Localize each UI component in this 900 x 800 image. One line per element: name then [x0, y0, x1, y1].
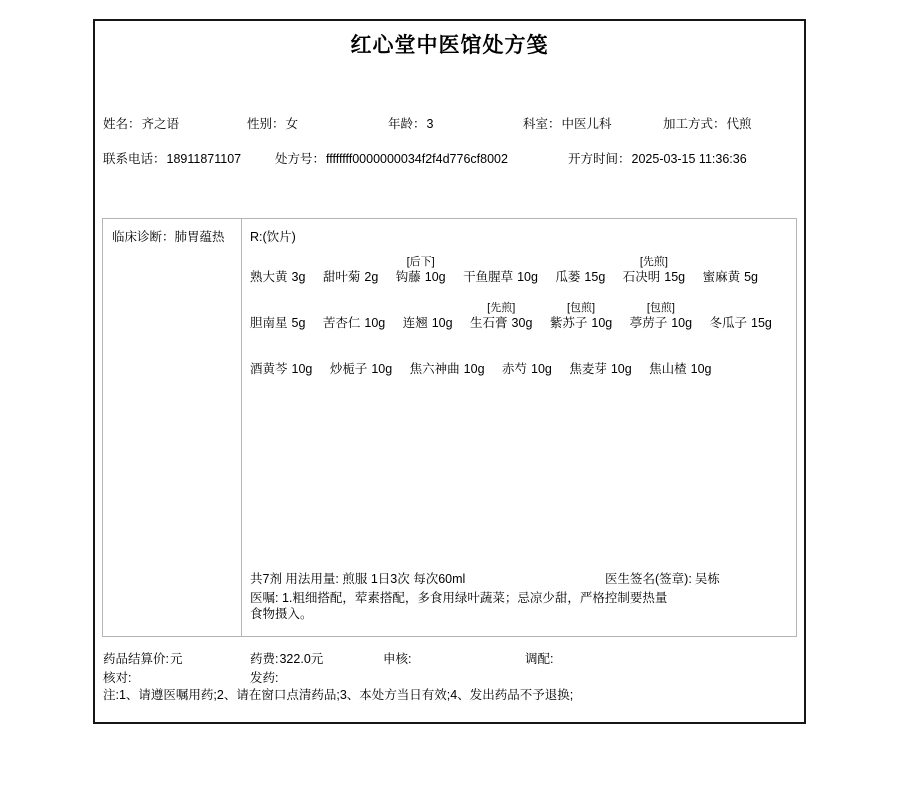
prescription-number-label: 处方号：: [275, 152, 326, 166]
medicine-item: [330, 348, 392, 378]
medicine-name-dose: [323, 269, 378, 286]
medicine-dose: 10g: [517, 270, 538, 285]
check-label: 核对:: [103, 671, 132, 685]
medicine-item: [649, 348, 711, 378]
patient-gender-value: 女: [285, 117, 299, 131]
medicine-fee-field: [250, 651, 323, 667]
usage-row: [250, 571, 790, 590]
medicine-dose: 5g: [291, 316, 306, 331]
medicine-name-dose: [323, 315, 385, 332]
medicine-name: 胆南星: [250, 316, 288, 331]
medicine-dose: 10g: [463, 362, 485, 377]
medicine-name: 钩藤: [395, 270, 421, 285]
medicine-name: 焦麦芽: [569, 362, 607, 377]
prescribe-time-field: [568, 151, 747, 167]
medicine-line-2: [250, 302, 790, 332]
review-field: [383, 651, 411, 667]
decoction-note: [410, 348, 485, 361]
issue-label: 发药:: [250, 671, 279, 685]
medicine-name-dose: [463, 269, 538, 286]
medicine-name: 干鱼腥草: [463, 270, 514, 285]
doctor-signature-field: [605, 571, 720, 587]
medicine-name: 焦山楂: [649, 362, 687, 377]
diagnosis-value: 肺胃蕴热: [174, 230, 225, 244]
decoction-note: [先煎]: [639, 256, 668, 269]
rx-column: [243, 219, 796, 636]
department-value: 中医儿科: [561, 117, 612, 131]
medicine-name-dose: [555, 269, 605, 286]
usage-text: 共7剂 用法用量: 煎服 1日3次 每次60ml: [250, 572, 466, 586]
medicine-item: [470, 302, 532, 332]
medicine-dose: 10g: [610, 362, 632, 377]
dispense-label: 调配:: [525, 652, 554, 666]
medicine-name-dose: [410, 361, 485, 378]
medicine-item: [250, 256, 305, 286]
medicine-dose: 10g: [424, 270, 446, 285]
settlement-price-label: 药品结算价:: [103, 652, 169, 666]
medicine-dose: 2g: [364, 270, 379, 285]
medicine-name-dose: [703, 269, 758, 286]
medicine-name-dose: [630, 315, 692, 332]
doctor-signature-label: 医生签名(签章):: [605, 572, 692, 586]
medicine-name-dose: [550, 315, 612, 332]
medicine-line-1: [250, 256, 790, 286]
medicine-name-dose: [569, 361, 631, 378]
decoction-note: [后下]: [406, 256, 435, 269]
medicine-name-dose: [623, 269, 685, 286]
medicine-fee-label: 药费:: [250, 652, 279, 666]
medicine-item: [555, 256, 605, 286]
settlement-price-value: 元: [169, 652, 183, 666]
dispense-field: [525, 651, 553, 667]
processing-method-label: 加工方式：: [663, 117, 726, 131]
clinical-diagnosis-cell: [103, 219, 242, 636]
medicine-item: [396, 256, 446, 286]
patient-gender-label: 性别：: [247, 117, 285, 131]
medicine-name: 生石膏: [470, 316, 508, 331]
issue-field: [250, 670, 278, 686]
patient-gender-field: [247, 116, 298, 132]
medicine-dose: 10g: [531, 362, 552, 377]
prescription-title: 红心堂中医馆处方笺: [350, 34, 549, 57]
medicine-dose: 10g: [690, 362, 712, 377]
footer-notes: 注:1、请遵医嘱用药;2、请在窗口点清药品;3、本处方当日有效;4、发出药品不予退换;: [103, 688, 574, 702]
medicine-name: 石决明: [622, 270, 661, 285]
patient-age-value: 3: [426, 117, 434, 131]
medicine-dose: 10g: [591, 316, 613, 331]
prescription-number-field: [275, 151, 508, 167]
decoction-note: [包煎]: [646, 302, 675, 315]
medicine-item: [502, 348, 552, 378]
medical-advice-text: 医嘱: 1.粗细搭配，荤素搭配，多食用绿叶蔬菜；忌凉少甜，严格控制要热量食物摄入。: [250, 591, 668, 621]
medicine-name-dose: [250, 315, 305, 332]
medicine-dose: 10g: [291, 362, 313, 377]
medicine-dose: 10g: [371, 362, 393, 377]
medicine-item: [323, 256, 378, 286]
prescribe-time-label: 开方时间：: [568, 152, 631, 166]
medicine-dose: 3g: [291, 270, 306, 285]
medicine-item: [463, 256, 538, 286]
decoction-note: [包煎]: [566, 302, 596, 315]
decoction-note: [710, 302, 772, 315]
rx-type-label: R:(饮片): [250, 230, 296, 244]
medicine-item: [710, 302, 772, 332]
phone-value: 18911871107: [166, 152, 242, 166]
decoction-note: [463, 256, 538, 269]
medicine-name-dose: [250, 361, 312, 378]
medicine-dose: 10g: [431, 316, 453, 331]
patient-name-field: [103, 116, 179, 132]
medicine-item: [323, 302, 385, 332]
decoction-note: [250, 302, 305, 315]
decoction-note: [323, 302, 385, 315]
medicine-name-dose: [470, 315, 532, 332]
medicine-dose: 10g: [364, 316, 386, 331]
medicine-name-dose: [710, 315, 772, 332]
patient-age-field: [388, 116, 433, 132]
medicine-line-3: [250, 348, 790, 378]
phone-field: [103, 151, 241, 167]
prescription-number-value: ffffffff0000000034f2f4d776cf8002: [326, 152, 508, 166]
review-label: 申核:: [383, 652, 412, 666]
rx-footer: [250, 571, 790, 622]
settlement-price-field: [103, 651, 183, 667]
medicine-name-dose: [502, 361, 552, 378]
medicine-name: 熟大黄: [250, 270, 288, 285]
medicine-name: 赤芍: [501, 362, 527, 377]
phone-label: 联系电话：: [103, 152, 166, 166]
medicine-item: [569, 348, 631, 378]
medicine-name-dose: [330, 361, 392, 378]
decoction-note: [323, 256, 378, 269]
doctor-signature-value: 吴栋: [694, 572, 720, 586]
patient-age-label: 年龄：: [388, 117, 426, 131]
medicine-item: [403, 302, 453, 332]
patient-name-value: 齐之语: [141, 117, 180, 131]
decoction-note: [250, 348, 312, 361]
medicine-name-dose: [649, 361, 711, 378]
medicine-name-dose: [250, 269, 305, 286]
medicine-item: [550, 302, 612, 332]
medicine-name-dose: [396, 269, 446, 286]
medicine-name: 冬瓜子: [709, 316, 748, 331]
decoction-note: [250, 256, 305, 269]
decoction-note: [先煎]: [487, 302, 516, 315]
prescription-body-box: [102, 218, 797, 637]
medicine-name: 葶苈子: [629, 316, 668, 331]
medicine-item: [623, 256, 685, 286]
decoction-note: [555, 256, 605, 269]
medicine-name: 焦六神曲: [409, 362, 460, 377]
medicine-name: 酒黄芩: [250, 362, 288, 377]
patient-name-label: 姓名：: [103, 117, 141, 131]
department-field: [523, 116, 612, 132]
medicine-name: 紫苏子: [549, 316, 588, 331]
medicine-name: 苦杏仁: [322, 316, 361, 331]
medicine-name: 炒栀子: [329, 362, 368, 377]
decoction-note: [403, 302, 453, 315]
medicine-dose: 15g: [751, 316, 772, 331]
check-field: [103, 670, 131, 686]
decoction-note: [649, 348, 711, 361]
processing-method-field: [663, 116, 752, 132]
medicine-item: [630, 302, 692, 332]
medicine-dose: 15g: [584, 270, 606, 285]
medicine-name: 甜叶菊: [322, 270, 361, 285]
decoction-note: [569, 348, 631, 361]
medicine-name: 连翘: [402, 316, 428, 331]
medicine-item: [250, 302, 305, 332]
medicine-dose: 30g: [511, 316, 533, 331]
processing-method-value: 代煎: [726, 117, 752, 131]
medicine-item: [250, 348, 312, 378]
medicine-name-dose: [403, 315, 453, 332]
medicine-dose: 15g: [664, 270, 686, 285]
medicine-item: [410, 348, 485, 378]
medicine-name: 蜜麻黄: [702, 270, 741, 285]
medicine-item: [703, 256, 758, 286]
medicine-fee-value: 322.0元: [279, 652, 324, 666]
medicine-name: 瓜蒌: [555, 270, 581, 285]
prescribe-time-value: 2025-03-15 11:36:36: [631, 152, 747, 166]
decoction-note: [703, 256, 758, 269]
decoction-note: [502, 348, 552, 361]
decoction-note: [330, 348, 392, 361]
diagnosis-label: 临床诊断：: [112, 230, 175, 244]
medicine-dose: 5g: [744, 270, 758, 285]
department-label: 科室：: [523, 117, 561, 131]
medicine-dose: 10g: [671, 316, 693, 331]
